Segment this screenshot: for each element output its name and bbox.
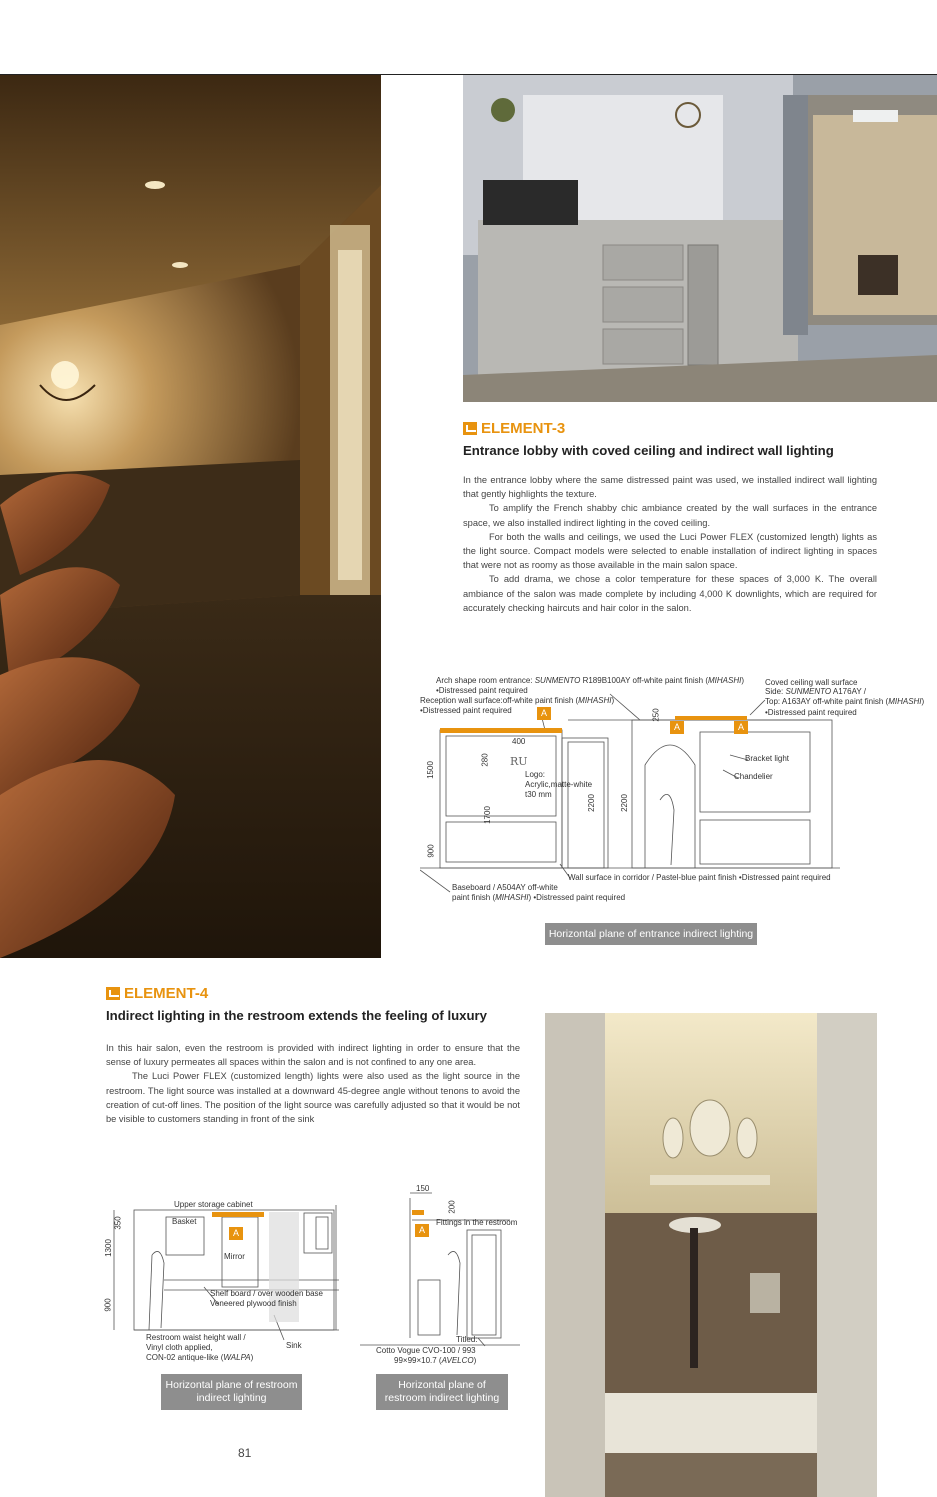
- label-text: Top: A163AY off-white paint finish (: [765, 697, 889, 706]
- light-marker-badge: A: [734, 721, 748, 734]
- label-maker: MIHASHI: [708, 676, 742, 685]
- element-icon: [106, 987, 120, 1000]
- sink-label: Sink: [286, 1341, 302, 1350]
- shelf-label: Shelf board / over wooden base: [210, 1289, 323, 1298]
- coved-top-label: [765, 697, 924, 707]
- mirror-label: Mirror: [224, 1252, 245, 1261]
- page-number: 81: [238, 1446, 252, 1460]
- logo-mark: RU: [510, 755, 528, 768]
- dim-2200: 2200: [619, 794, 629, 812]
- con02-label: [146, 1353, 253, 1363]
- dim-1700: 1700: [482, 806, 492, 824]
- caption-line: restroom indirect lighting: [384, 1392, 500, 1404]
- cotto-size-label: [394, 1356, 476, 1366]
- entrance-elevation-diagram: [420, 670, 937, 910]
- label-text: 99×99×10.7 (: [394, 1356, 442, 1365]
- label-brand: SUNMENTO: [534, 676, 581, 685]
- label-maker: WALPA: [223, 1353, 251, 1362]
- element-4-label: ELEMENT-4: [124, 985, 209, 1002]
- logo-material-label: Acrylic,matte-white: [525, 780, 593, 789]
- caption-line: Horizontal plane of restroom: [165, 1379, 298, 1391]
- dim-150: 150: [416, 1184, 430, 1193]
- vinyl-label: Vinyl cloth applied,: [146, 1343, 213, 1352]
- logo-label: Logo:: [525, 770, 546, 779]
- label-maker: MIHASHI: [578, 696, 612, 705]
- label-text: ) •Distressed paint required: [528, 893, 626, 902]
- light-marker-badge: A: [537, 707, 551, 720]
- waist-wall-label: Restroom waist height wall /: [146, 1333, 246, 1342]
- label-maker: AVELCO: [441, 1356, 474, 1365]
- label-maker: MIHASHI: [888, 697, 922, 706]
- dim-1300: 1300: [103, 1239, 113, 1257]
- element-4-paragraph: The Luci Power FLEX (customized length) lights were also used as the light source in the restroom. The light source was installed at a downward 45-degree angle without tenons to avoid the creation of cut-off lines. The position of the light source was carefully adjusted so that it would be not be visible to customers standing in front of the sink: [106, 1071, 520, 1125]
- caption-line: indirect lighting: [196, 1392, 267, 1404]
- distressed-label: •Distressed paint required: [765, 708, 857, 717]
- label-maker: MIHASHI: [495, 893, 529, 902]
- restroom-photo: [545, 1013, 877, 1497]
- arch-entrance-label: [436, 676, 744, 686]
- coved-side-label: [765, 687, 866, 697]
- dim-350: 350: [113, 1216, 123, 1230]
- reception-wall-label: [420, 696, 614, 706]
- dim-250: 250: [651, 708, 661, 722]
- label-brand: SUNMENTO: [785, 687, 832, 696]
- element-3-paragraph: For both the walls and ceilings, we used the Luci Power FLEX (customized length) lights as the light source. Compact models were selected to enable installation of indirect lighting in spaces that were not as roomy as those available in the main salon space.: [463, 531, 877, 571]
- veneer-label: Veneered plywood finish: [210, 1299, 297, 1308]
- element-3-paragraph: In the entrance lobby where the same distressed paint was used, we installed indirect wall lighting that gently highlights the texture.: [463, 475, 877, 500]
- label-text: CON-02 antique-like (: [146, 1353, 224, 1362]
- dim-1500: 1500: [425, 761, 435, 779]
- corridor-wall-label: Wall surface in corridor / Pastel-blue paint finish •Distressed paint required: [568, 873, 831, 882]
- element-3-paragraph: To add drama, we chose a color temperature for these spaces of 3,000 K. The overall ambiance of the salon was made complete by including 4,000 K downlights, which are required for accurately checking haircuts and hair color in the salon.: [463, 574, 877, 613]
- dim-400: 400: [512, 737, 526, 746]
- dim-2200: 2200: [586, 794, 596, 812]
- dim-900: 900: [426, 844, 436, 858]
- element-3-label: ELEMENT-3: [481, 420, 566, 437]
- element-4-paragraph: In this hair salon, even the restroom is provided with indirect lighting in order to ensure that the sense of luxury permeates all spaces within the salon and is not confined to any one area.: [106, 1043, 520, 1068]
- salon-shampoo-photo: [0, 75, 381, 958]
- element-3-heading: [463, 420, 565, 437]
- dim-900: 900: [103, 1298, 113, 1312]
- light-marker-badge: A: [670, 721, 684, 734]
- element-icon: [463, 422, 477, 435]
- element-4-heading: [106, 985, 208, 1002]
- distressed-label: •Distressed paint required: [436, 686, 528, 695]
- coved-ceiling-label: Coved ceiling wall surface: [765, 678, 858, 687]
- restroom-elevation-diagram: [104, 1195, 364, 1370]
- bracket-light-label: Bracket light: [745, 754, 790, 763]
- label-text: ): [611, 696, 615, 705]
- label-text: Side:: [765, 687, 786, 696]
- fittings-label: Fittings in the restroom: [436, 1218, 518, 1227]
- label-text: Reception wall surface:off-white paint finish (: [420, 696, 579, 705]
- element-3-subtitle: Entrance lobby with coved ceiling and indirect wall lighting: [463, 443, 834, 458]
- baseboard-finish-label: [452, 893, 625, 903]
- label-text: ): [250, 1353, 254, 1362]
- restroom-diagram-caption-left: [161, 1374, 302, 1410]
- entrance-lobby-photo: [463, 75, 937, 402]
- restroom-diagram-caption-right: [376, 1374, 508, 1410]
- restroom-elevation-drawing: [104, 1195, 364, 1370]
- upper-storage-label: Upper storage cabinet: [174, 1200, 253, 1209]
- dim-200: 200: [447, 1200, 457, 1214]
- light-marker-badge: A: [229, 1227, 243, 1240]
- element-3-body: [463, 473, 877, 615]
- label-text: ): [921, 697, 925, 706]
- entrance-diagram-caption: Horizontal plane of entrance indirect lighting: [545, 923, 757, 945]
- label-text: ): [473, 1356, 477, 1365]
- element-4-body: [106, 1041, 520, 1126]
- distressed-label: •Distressed paint required: [420, 706, 512, 715]
- cotto-label: Cotto Vogue CVO-100 / 993: [376, 1346, 476, 1355]
- label-text: ): [741, 676, 745, 685]
- restroom-section-diagram: [360, 1180, 540, 1370]
- label-text: R189B100AY off-white paint finish (: [580, 676, 708, 685]
- light-marker-badge: A: [415, 1224, 429, 1237]
- logo-thickness-label: t30 mm: [525, 790, 552, 799]
- chandelier-label: Chandelier: [734, 772, 773, 781]
- basket-label: Basket: [172, 1217, 197, 1226]
- dim-280: 280: [480, 753, 490, 767]
- caption-line: Horizontal plane of: [398, 1379, 486, 1391]
- label-text: A176AY /: [831, 687, 866, 696]
- titled-label: Titled:: [456, 1335, 478, 1344]
- baseboard-label: Baseboard / A504AY off-white: [452, 883, 558, 892]
- element-4-subtitle: Indirect lighting in the restroom extends the feeling of luxury: [106, 1008, 488, 1023]
- label-text: Arch shape room entrance:: [436, 676, 535, 685]
- label-text: paint finish (: [452, 893, 496, 902]
- element-3-paragraph: To amplify the French shabby chic ambiance created by the wall surfaces in the entrance space, we also installed indirect lighting in the coved ceiling.: [463, 503, 877, 528]
